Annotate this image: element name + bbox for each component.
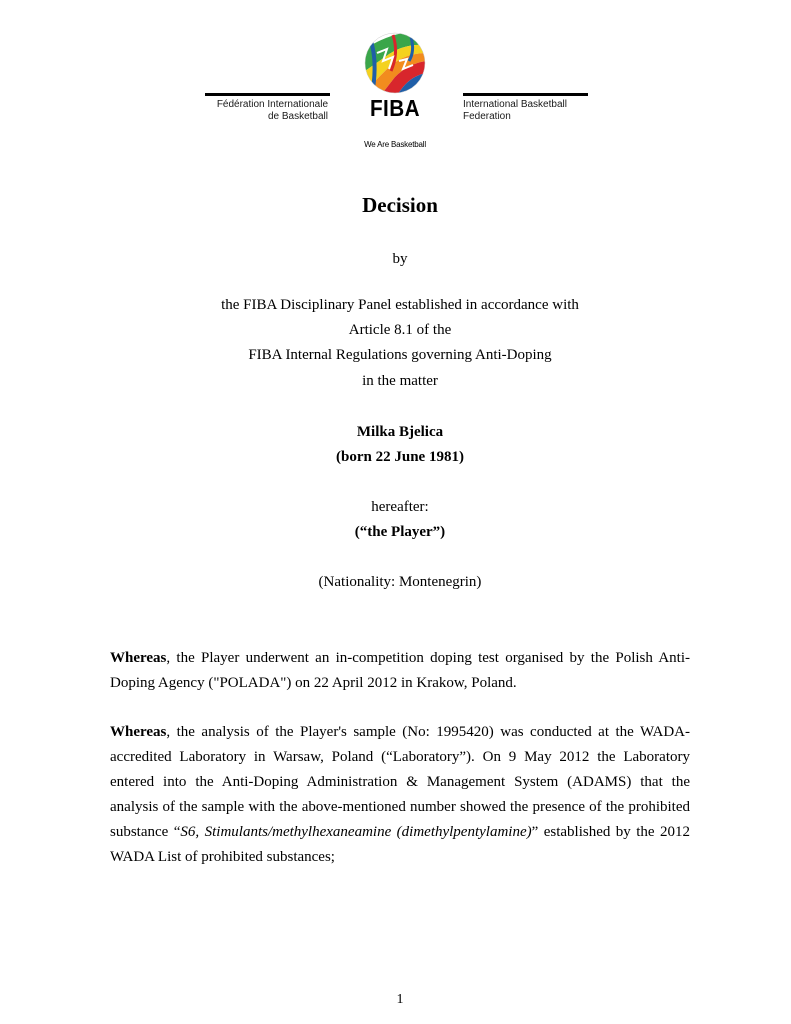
- whereas-paragraph-2: [110, 720, 690, 870]
- whereas-paragraph-1: [110, 646, 690, 696]
- fiba-basketball-logo-icon: [363, 31, 427, 95]
- whereas-text-1: , the Player underwent an in-competition doping test organised by the Polish Anti-Doping Agency ("POLADA") on 22 April 2012 in Krakow, Poland.: [110, 650, 690, 691]
- whereas-text-2-before: , the analysis of the Player's sample (No: 1995420) was conducted at the WADA-accredited Laboratory in Warsaw, Poland (“Laboratory”). On 9 May 2012 the Laboratory entered into the Anti-Doping Administration & Management System (ADAMS) that the analysis of the sample with the above-mentioned number showed the presence of the prohibited substance “: [110, 724, 690, 840]
- panel-line-4: in the matter: [362, 373, 438, 389]
- prohibited-substance: S6, Stimulants/methylhexaneamine (dimethylpentylamine): [180, 824, 532, 840]
- panel-line-3: FIBA Internal Regulations governing Anti-Doping: [248, 347, 552, 363]
- letterhead-english-line1: International Basketball: [463, 99, 567, 110]
- letterhead-french-name: [200, 99, 328, 123]
- player-alias: (“the Player”): [354, 524, 446, 540]
- fiba-wordmark: FIBA: [369, 95, 421, 121]
- letterhead-rule-left: [205, 93, 330, 96]
- letterhead-french-line1: Fédération Internationale: [216, 99, 328, 110]
- player-nationality: (Nationality: Montenegrin): [318, 574, 482, 590]
- fiba-tagline: We Are Basketball: [364, 140, 426, 149]
- whereas-text-2-after: ” established by the 2012 WADA List of prohibited substances;: [110, 824, 690, 865]
- letterhead-french-line2: de Basketball: [267, 111, 328, 122]
- player-birth-date: (born 22 June 1981): [336, 449, 464, 465]
- page-number: 1: [396, 992, 404, 1007]
- whereas-lead-1: Whereas: [110, 650, 167, 666]
- document-title: Decision: [362, 193, 438, 217]
- panel-line-2: Article 8.1 of the: [348, 322, 452, 338]
- letterhead-rule-right: [463, 93, 588, 96]
- letterhead-english-line2: Federation: [463, 111, 511, 122]
- hereafter-label: hereafter:: [371, 499, 429, 515]
- by-line: by: [392, 251, 408, 267]
- player-name: Milka Bjelica: [356, 424, 444, 440]
- whereas-lead-2: Whereas: [110, 724, 167, 740]
- panel-line-1: the FIBA Disciplinary Panel established in accordance with: [221, 297, 579, 313]
- letterhead-english-name: [463, 99, 623, 123]
